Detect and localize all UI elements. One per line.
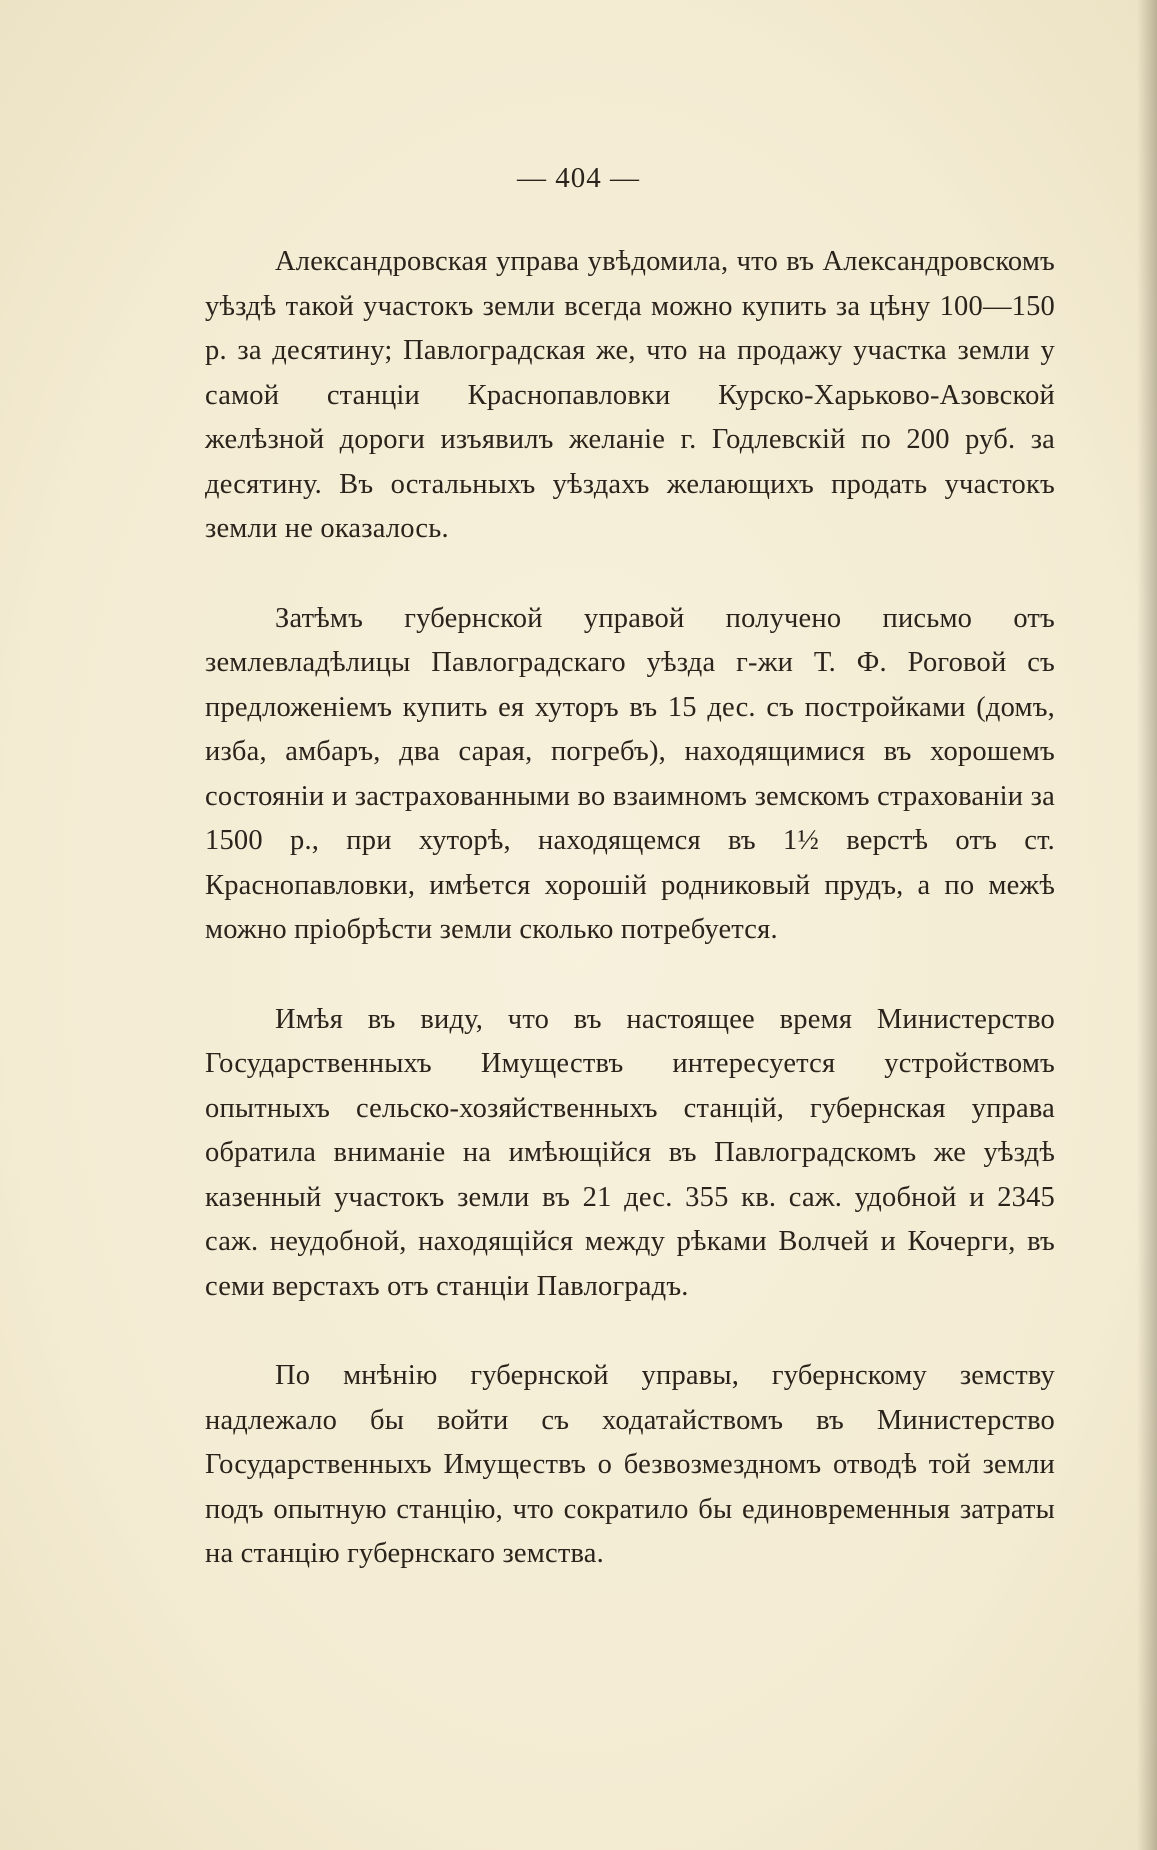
paragraph-3: Имѣя въ виду, что въ настоящее время Министерство Государственныхъ Имуществъ интересуется устройствомъ опытныхъ сельско-хозяйственныхъ станцій, губернская управа обратила вниманіе на имѣющійся въ Павлоградскомъ же уѣздѣ казенный участокъ земли въ 21 дес. 355 кв. саж. удобной и 2345 саж. неудобной, находящійся между рѣками Волчей и Кочерги, въ семи верстахъ отъ станціи Павлоградъ. xyxy=(205,1003,1055,1302)
page-edge-shadow xyxy=(1137,0,1157,1850)
paragraph-1: Александровская управа увѣдомила, что въ Александровскомъ уѣздѣ такой участокъ земли всегда можно купить за цѣну 100—150 р. за десятину; Павлоградская же, что на продажу участка земли у самой станціи Краснопавловки Курско-Харьково-Азовской желѣзной дороги изъявилъ желаніе г. Годлевскій по 200 руб. за десятину. Въ остальныхъ уѣздахъ желающихъ продать участокъ земли не оказалось. xyxy=(205,246,1055,544)
page-number: — 404 — xyxy=(517,162,640,194)
paragraph-4: По мнѣнію губернской управы, губернскому земству надлежало бы войти съ ходатайствомъ въ Министерство Государственныхъ Имуществъ о безвозмездномъ отводѣ той земли подъ опытную станцію, что сократило бы единовременныя затраты на станцію губернскаго земства. xyxy=(205,1360,1055,1569)
body-text xyxy=(205,240,1055,1577)
paragraph-2: Затѣмъ губернской управой получено письмо отъ землевладѣлицы Павлоградскаго уѣзда г-жи Т. Ф. Роговой съ предложеніемъ купить ея хуторъ въ 15 дес. съ постройками (домъ, изба, амбаръ, два сарая, погребъ), находящимися въ хорошемъ состояніи и застрахованными во взаимномъ земскомъ страхованіи за 1500 р., при хуторѣ, находящемся въ 1½ верстѣ отъ ст. Краснопавловки, имѣется хорошій родниковый прудъ, а по межѣ можно пріобрѣсти земли сколько потребуется. xyxy=(205,602,1055,945)
